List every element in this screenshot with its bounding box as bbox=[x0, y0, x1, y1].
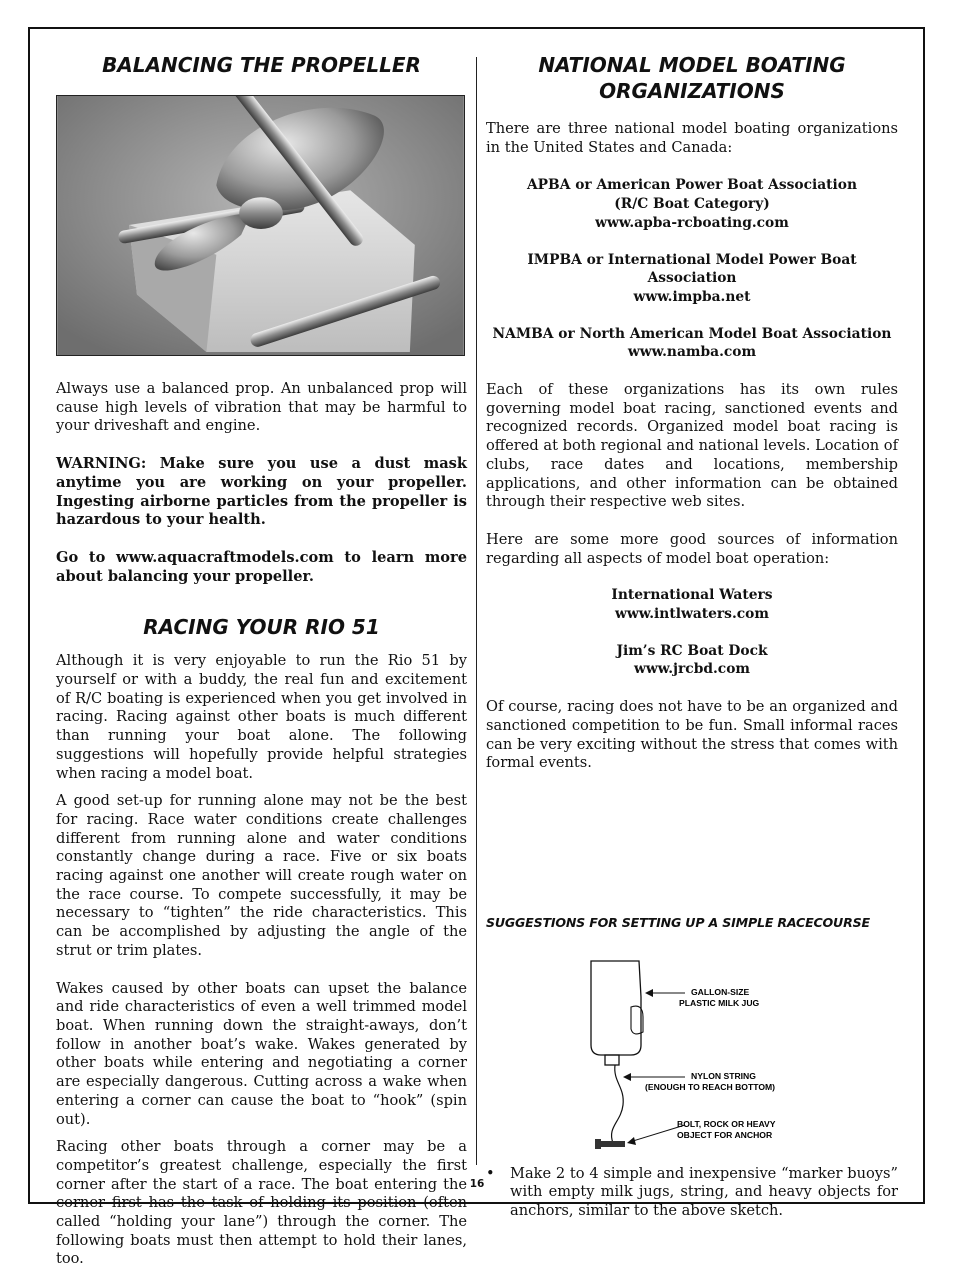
left-column bbox=[56, 52, 467, 1269]
org-namba bbox=[486, 325, 898, 362]
corners-paragraph: Racing other boats through a corner may be a competitor’s greatest challenge, especially the first corner after the start of a race. The boat entering the corner first has the task of holding its position (often called “holding your lane”) through the corner. The following boats must then attempt to hold their lanes, too. bbox=[56, 1138, 467, 1268]
dust-mask-warning: WARNING: Make sure you use a dust mask anytime you are working on your propeller. Ingesting airborne particles from the propeller is hazardous to your health. bbox=[56, 455, 467, 529]
racecourse-caption: SUGGESTIONS FOR SETTING UP A SIMPLE RACECOURSE bbox=[486, 914, 870, 930]
org-impba-name: IMPBA or International Model Power Boat Association bbox=[527, 251, 857, 287]
org-impba-url: www.impba.net bbox=[633, 288, 751, 305]
label-string-line2: (ENOUGH TO REACH BOTTOM) bbox=[645, 1081, 776, 1092]
wakes-paragraph: Wakes caused by other boats can upset the balance and ride characteristics of even a well trimmed model boat. When running down the straight-aways, don’t follow in another boat’s wake. Wakes generated by other boats while entering and negotiating a corner are especially dangerous. Cutting across a wake when entering a corner can cause the boat to “hook” (spin out). bbox=[56, 979, 467, 1128]
informal-racing-paragraph: Of course, racing does not have to be an organized and sanctioned competition to be fun. Small informal races can be very exciting without the stress that comes with formal events. bbox=[486, 698, 898, 772]
org-namba-url: www.namba.com bbox=[627, 344, 757, 361]
column-divider bbox=[476, 57, 477, 1165]
org-apba-url: www.apba-rcboating.com bbox=[595, 214, 789, 231]
organizations-heading-line2: ORGANIZATIONS bbox=[599, 79, 785, 103]
org-apba-name: APBA or American Power Boat Association bbox=[526, 177, 858, 194]
bullet-dot: • bbox=[486, 1164, 495, 1182]
source-jims-rc-boat-dock bbox=[486, 642, 898, 679]
setup-paragraph: A good set-up for running alone may not be the best for racing. Race water conditions create challenges different from running alone and water conditions constantly change during a race. Five or six boats racing against one another will create rough water on the race course. To compete successfully, it may be necessary to “tighten” the ride characteristics. This can be accomplished by adjusting the angle of the strut or trim plates. bbox=[56, 792, 467, 959]
rules-paragraph: Each of these organizations has its own rules governing model boat racing, sanctioned events and recognized records. Organized model boat racing is offered at both regional and national levels. Location of clubs, race dates and locations, membership applications, and other information can be obtained through their respective web sites. bbox=[486, 381, 898, 511]
racing-intro-paragraph: Although it is very enjoyable to run the Rio 51 by yourself or with a buddy, the real fun and excitement of R/C boating is experienced when you get involved in racing. Racing against other boats is much different than running your boat alone. The following suggestions will hopefully provide helpful strategies when racing a model boat. bbox=[56, 652, 467, 782]
label-anchor-line1: BOLT, ROCK OR HEAVY bbox=[677, 1118, 776, 1129]
source-name: International Waters bbox=[611, 587, 773, 604]
org-namba-name: NAMBA or North American Model Boat Association bbox=[492, 325, 892, 342]
racing-heading: RACING YOUR RIO 51 bbox=[143, 615, 380, 640]
source-url: www.jrcbd.com bbox=[633, 661, 750, 678]
sources-paragraph: Here are some more good sources of information regarding all aspects of model boat operation: bbox=[486, 530, 898, 567]
marker-buoy-bullet bbox=[486, 1165, 898, 1221]
org-impba bbox=[486, 251, 898, 307]
marker-buoy-sketch bbox=[581, 957, 801, 1157]
page-number: 16 bbox=[469, 1178, 485, 1190]
org-apba-category: (R/C Boat Category) bbox=[614, 196, 770, 213]
source-url: www.intlwaters.com bbox=[615, 606, 769, 623]
source-name: Jim’s RC Boat Dock bbox=[616, 642, 768, 659]
marker-buoy-bullet-text: Make 2 to 4 simple and inexpensive “marker buoys” with empty milk jugs, string, and heavy objects for anchors, similar to the above sketch. bbox=[510, 1164, 898, 1220]
organizations-heading bbox=[486, 52, 898, 104]
label-anchor-line2: OBJECT FOR ANCHOR bbox=[677, 1129, 773, 1140]
organizations-intro: There are three national model boating organizations in the United States and Canada: bbox=[486, 120, 898, 156]
label-jug-line2: PLASTIC MILK JUG bbox=[679, 997, 760, 1008]
organizations-heading-line1: NATIONAL MODEL BOATING bbox=[538, 53, 846, 77]
source-international-waters bbox=[486, 586, 898, 623]
balancing-heading: BALANCING THE PROPELLER bbox=[102, 53, 421, 77]
org-apba bbox=[486, 176, 898, 232]
balance-paragraph: Always use a balanced prop. An unbalanced prop will cause high levels of vibration that may be harmful to your driveshaft and engine. bbox=[56, 380, 467, 435]
aquacraft-link-text: Go to www.aquacraftmodels.com to learn more about balancing your propeller. bbox=[56, 548, 467, 585]
propeller-on-balancer-photo bbox=[56, 95, 465, 356]
right-column bbox=[486, 52, 898, 1221]
label-jug-line1: GALLON-SIZE bbox=[691, 986, 750, 997]
label-string-line1: NYLON STRING bbox=[691, 1070, 756, 1081]
